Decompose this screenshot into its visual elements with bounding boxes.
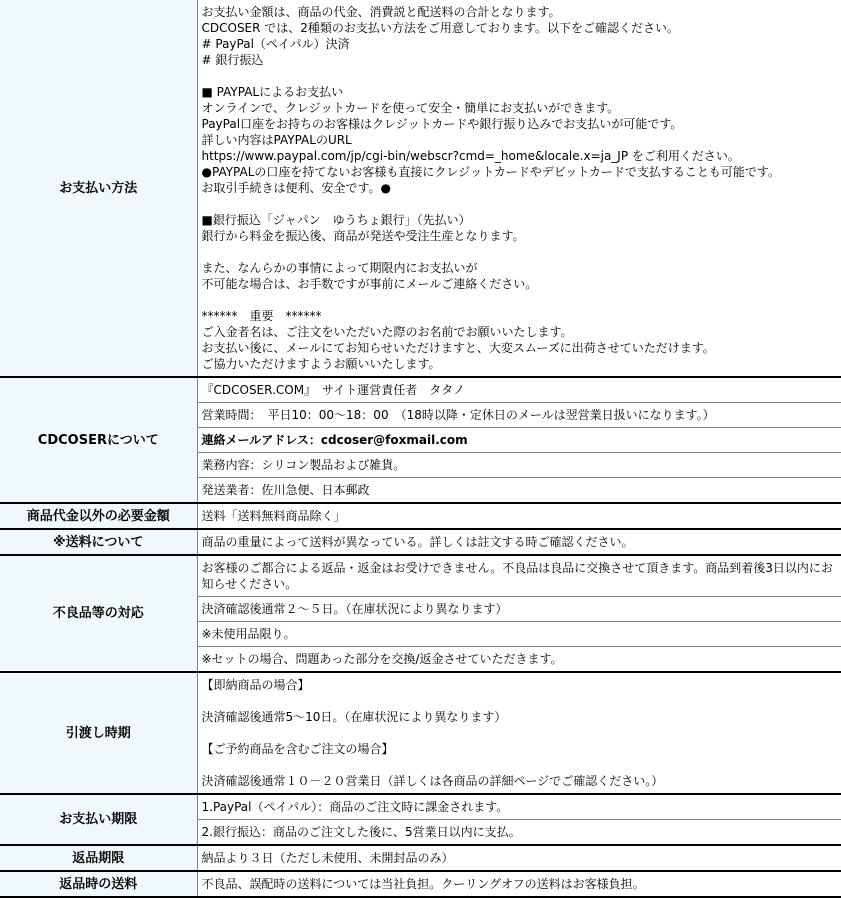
row-label: ※送料について [0,529,197,555]
content-section [198,556,841,596]
text-line: 【即納商品の場合】 [202,677,838,693]
table-row [0,555,841,672]
text-line: お支払い金額は、商品の代金、消費説と配送料の合計となります。 [202,4,838,20]
table-row [0,529,841,555]
text-line: オンラインで、クレジットカードを使って安全・簡単にお支払いができます。 [202,100,838,116]
table-row [0,377,841,503]
text-line: 発送業者：佐川急便、日本郵政 [202,482,838,498]
text-line: 連絡メールアドレス：cdcoser@foxmail.com [202,432,838,448]
text-line: 2.銀行振込：商品のご注文した後に、5営業日以内に支払。 [202,824,838,840]
text-line: ※未使用品限り。 [202,626,838,642]
row-content [197,377,841,503]
blank-line [202,757,838,773]
text-line: 決済確認後通常5～10日。（在庫状況により異なります） [202,709,838,725]
table-row [0,845,841,871]
text-line: 納品より３日（ただし未使用、未開封品のみ） [202,850,838,866]
text-line: 不良品、誤配時の送料については当社負担。クーリングオフの送料はお客様負担。 [202,876,838,892]
text-line: 不可能な場合は、お手数ですが事前にメールご連絡ください。 [202,276,838,292]
text-line: 決済確認後通常２～５日。（在庫状況により異なります） [202,601,838,617]
text-line: 業務内容：シリコン製品および雑貨。 [202,457,838,473]
content-section [198,427,841,452]
text-line: 商品の重量によって送料が異なっている。詳しくは註文する時ご確認ください。 [202,534,838,550]
row-content [197,0,841,377]
text-line: https://www.paypal.com/jp/cgi-bin/webscr?cmd=_home&locale.x=ja_JP をご利用ください。 [202,148,838,164]
text-line: ■ PAYPALによるお支払い [202,84,838,100]
content-section [198,0,841,376]
text-line: 1.PayPal（ペイパル）：商品のご注文時に課金されます。 [202,799,838,815]
content-section [198,621,841,646]
table-row [0,794,841,845]
table-row [0,503,841,529]
text-line: CDCOSER では、2種類のお支払い方法をご用意しております。以下をご確認ください。 [202,20,838,36]
blank-line [202,68,838,84]
content-section [198,504,841,528]
table-row [0,871,841,897]
text-line: お取引手続きは便利、安全です。● [202,180,838,196]
row-content [197,672,841,794]
row-label: お支払い期限 [0,794,197,845]
text-line: # 銀行振込 [202,52,838,68]
row-content [197,503,841,529]
text-line: ****** 重要 ****** [202,308,838,324]
text-line: 『CDCOSER.COM』 サイト運営責任者 タタノ [202,382,838,398]
table-row [0,672,841,794]
content-section [198,819,841,844]
text-line: お支払い後に、メールにてお知らせいただけますと、大変スムーズに出荷させていただけます。 [202,340,838,356]
text-line: 【ご予約商品を含むご注文の場合】 [202,741,838,757]
text-line: ご入金者名は、ご注文をいただいた際のお名前でお願いいたします。 [202,324,838,340]
row-content [197,794,841,845]
content-section [198,673,841,793]
content-section [198,596,841,621]
content-section [198,530,841,554]
row-label: 不良品等の対応 [0,555,197,672]
row-content [197,555,841,672]
text-line: また、なんらかの事情によって期限内にお支払いが [202,260,838,276]
text-line: ■銀行振込「ジャパン ゆうちょ銀行」（先払い） [202,212,838,228]
content-section [198,402,841,427]
row-label: 返品期限 [0,845,197,871]
blank-line [202,244,838,260]
text-line: 送料「送料無料商品除く」 [202,508,838,524]
text-line: 決済確認後通常１０－２０営業日（詳しくは各商品の詳細ページでご確認ください。） [202,773,838,789]
row-content [197,871,841,897]
text-line: # PayPal（ペイパル）決済 [202,36,838,52]
row-label: CDCOSERについて [0,377,197,503]
blank-line [202,693,838,709]
row-label: 商品代金以外の必要金額 [0,503,197,529]
content-section [198,477,841,502]
content-section [198,646,841,671]
blank-line [202,292,838,308]
content-section [198,378,841,402]
text-line: PayPal口座をお持ちのお客様はクレジットカードや銀行振り込みでお支払いが可能です。 [202,116,838,132]
row-content [197,845,841,871]
blank-line [202,196,838,212]
text-line: ※セットの場合、問題あった部分を交換/返金させていただきます。 [202,651,838,667]
content-section [198,795,841,819]
blank-line [202,725,838,741]
table-row [0,0,841,377]
row-label: お支払い方法 [0,0,197,377]
row-content [197,529,841,555]
row-label: 返品時の送料 [0,871,197,897]
content-section [198,872,841,896]
text-line: お客様のご都合による返品・返金はお受けできません。不良品は良品に交換させて頂きます。商品到着後3日以内にお知らせください。 [202,560,838,592]
content-section [198,846,841,870]
content-section [198,452,841,477]
text-line: 詳しい内容はPAYPALのURL [202,132,838,148]
text-line: 営業時間： 平日10：00～18：00 （18時以降・定休日のメールは翌営業日扱いになります。） [202,407,838,423]
text-line: 銀行から料金を振込後、商品が発送や受注生産となります。 [202,228,838,244]
text-line: ●PAYPALの口座を持てないお客様も直接にクレジットカードやデビットカードで支払することも可能です。 [202,164,838,180]
row-label: 引渡し時期 [0,672,197,794]
text-line: ご協力いただけますようお願いいたします。 [202,356,838,372]
